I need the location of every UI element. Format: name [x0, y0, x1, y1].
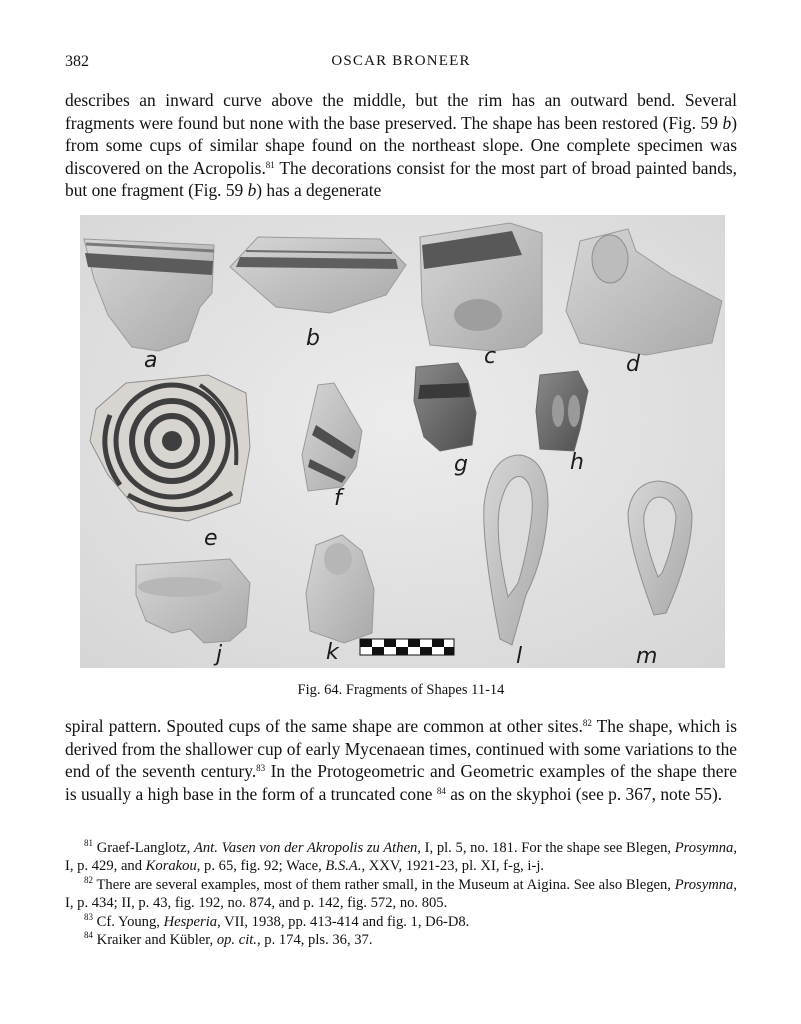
fn83-text: , VII, 1938, pp. 413-414 and fig. 1, D6-D8.: [217, 913, 470, 930]
label-e: e: [204, 526, 218, 551]
fn81-text: , XXV, 1921-23, pl. XI, f-g, i-j.: [361, 858, 545, 875]
footnote-num-82: 82: [84, 874, 93, 885]
label-f: f: [334, 486, 342, 511]
fn84-text: Kraiker and Kübler,: [93, 932, 217, 949]
para2-text-2: The shape, which is derived from the shallower cup of early Mycenaean times, continued with some variations to the end of the seventh century.: [65, 716, 737, 782]
label-b: b: [306, 326, 320, 351]
label-k: k: [326, 640, 339, 665]
para1-text-2: ) from some cups of similar shape found on the northeast slope. One complete specimen was discovered on the Acropolis.: [65, 112, 737, 178]
fn82-text: , I, p. 434; II, p. 43, fig. 192, no. 874, and p. 142, fig. 572, no. 805.: [65, 876, 737, 912]
fn81-text: , I, p. 429, and: [65, 840, 738, 875]
running-title: OSCAR BRONEER: [331, 53, 471, 69]
para1-figref-2: b: [247, 180, 257, 201]
footnote-num-83: 83: [84, 911, 93, 922]
label-a: a: [144, 348, 158, 373]
footnote-ref-84[interactable]: 84: [436, 785, 446, 796]
fn83-text: Cf. Young,: [93, 913, 164, 930]
footnote-ref-82[interactable]: 82: [582, 718, 592, 728]
footnote-84: [65, 931, 737, 949]
footnote-83: [65, 913, 737, 931]
label-l: l: [516, 644, 523, 668]
footnote-82: [65, 876, 737, 913]
fn84-title: op. cit.: [216, 932, 257, 949]
fn81-text: , I, pl. 5, no. 181. For the shape see Blegen,: [417, 840, 675, 856]
footnote-ref-81[interactable]: 81: [265, 159, 275, 170]
para1-text-3: The decorations consist for the most part of broad painted bands, but one fragment (Fig. 59: [65, 157, 738, 201]
label-j: j: [216, 642, 223, 667]
para2-text-4: as on the skyphoi (see p. 367, note 55).: [445, 783, 723, 804]
fn81-text: , p. 65, fig. 92; Wace,: [196, 858, 326, 875]
page-header: [65, 53, 737, 75]
fn81-title-4: B.S.A.: [325, 858, 362, 875]
para2-text-1: spiral pattern. Spouted cups of the same shape are common at other sites.: [65, 716, 583, 736]
label-m: m: [636, 644, 658, 668]
fn81-title-1: Ant. Vasen von der Akropolis zu Athen: [193, 840, 418, 856]
footnote-num-81: 81: [84, 838, 93, 848]
paragraph-1: [65, 89, 737, 202]
para1-text-1: describes an inward curve above the middle, but the rim has an outward bend. Several fragments were found but none with the base preserved. The shape has been restored (Fig. 59: [65, 90, 737, 133]
fn81-title-2: Prosymna: [674, 840, 734, 856]
footnote-num-84: 84: [84, 930, 93, 941]
fn81-title-3: Korakou: [145, 858, 197, 875]
para1-figref-1: b: [722, 112, 732, 133]
fn81-text: Graef-Langlotz,: [93, 840, 194, 856]
fragment-c: [420, 223, 542, 351]
figure-caption: Fig. 64. Fragments of Shapes 11-14: [297, 682, 505, 698]
scale-bar: [360, 639, 454, 655]
page-number: 382: [65, 53, 89, 70]
label-d: d: [626, 352, 640, 377]
label-g: g: [454, 452, 468, 477]
label-c: c: [484, 344, 497, 369]
footnote-81: [65, 839, 737, 876]
paragraph-2: [65, 715, 737, 805]
figure-64-photo: [80, 215, 725, 668]
footnotes: [65, 839, 737, 949]
para1-text-4: ) has a degenerate: [256, 180, 382, 201]
fn82-text: There are several examples, most of them rather small, in the Museum at Aigina. See also Blegen,: [93, 876, 675, 893]
footnote-ref-83[interactable]: 83: [256, 763, 266, 774]
para2-text-3: In the Protogeometric and Geometric examples of the shape there is usually a high base in the form of a truncated cone: [65, 761, 737, 804]
pottery-fragments-plate: [80, 215, 725, 668]
label-h: h: [570, 450, 584, 475]
fn84-text: , p. 174, pls. 36, 37.: [256, 932, 373, 949]
fn83-title: Hesperia: [163, 913, 218, 930]
fn82-title: Prosymna: [674, 876, 734, 893]
